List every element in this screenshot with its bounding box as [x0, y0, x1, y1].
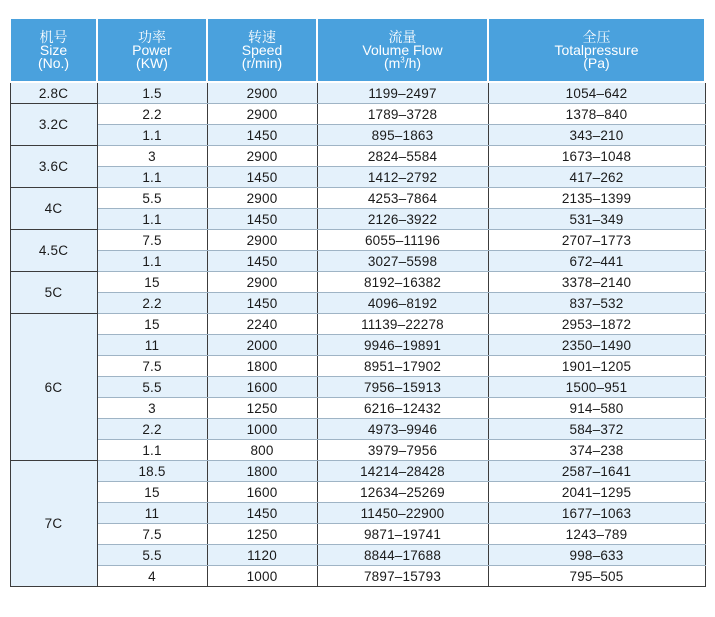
- speed-cell: 2900: [207, 146, 317, 167]
- header-flow-cn: 流量: [388, 28, 417, 45]
- total-pressure-cell: 1500–951: [488, 377, 705, 398]
- header-size-cn: 机号: [39, 28, 68, 45]
- total-pressure-cell: 672–441: [488, 251, 705, 272]
- total-pressure-cell: 417–262: [488, 167, 705, 188]
- total-pressure-cell: 2953–1872: [488, 314, 705, 335]
- total-pressure-cell: 584–372: [488, 419, 705, 440]
- volume-flow-cell: 7897–15793: [317, 566, 488, 587]
- size-cell: 7C: [10, 461, 97, 587]
- table-row: [10, 82, 705, 104]
- header-pressure-unit: (Pa): [583, 54, 610, 71]
- speed-cell: 1450: [207, 251, 317, 272]
- speed-cell: 1800: [207, 461, 317, 482]
- total-pressure-cell: 531–349: [488, 209, 705, 230]
- power-cell: 7.5: [97, 356, 207, 377]
- power-cell: 5.5: [97, 188, 207, 209]
- speed-cell: 1450: [207, 167, 317, 188]
- table-row: [10, 104, 705, 125]
- header-flow-en: Volume Flow: [362, 41, 443, 58]
- table-row: [10, 335, 705, 356]
- speed-cell: 800: [207, 440, 317, 461]
- volume-flow-cell: 4253–7864: [317, 188, 488, 209]
- speed-cell: 2900: [207, 82, 317, 104]
- total-pressure-cell: 2350–1490: [488, 335, 705, 356]
- header-pressure-en: Totalpressure: [554, 41, 639, 58]
- total-pressure-cell: 914–580: [488, 398, 705, 419]
- volume-flow-cell: 11450–22900: [317, 503, 488, 524]
- speed-cell: 2900: [207, 272, 317, 293]
- size-cell: 2.8C: [10, 82, 97, 104]
- speed-cell: 1800: [207, 356, 317, 377]
- table-row: [10, 251, 705, 272]
- speed-cell: 1000: [207, 566, 317, 587]
- table-row: [10, 482, 705, 503]
- total-pressure-cell: 837–532: [488, 293, 705, 314]
- power-cell: 15: [97, 482, 207, 503]
- speed-cell: 2900: [207, 104, 317, 125]
- power-cell: 4: [97, 566, 207, 587]
- power-cell: 5.5: [97, 545, 207, 566]
- volume-flow-cell: 1789–3728: [317, 104, 488, 125]
- table-row: [10, 503, 705, 524]
- volume-flow-cell: 8192–16382: [317, 272, 488, 293]
- table-row: [10, 314, 705, 335]
- power-cell: 11: [97, 503, 207, 524]
- header-speed-en: Speed: [241, 41, 283, 58]
- size-cell: 3.6C: [10, 146, 97, 188]
- power-cell: 18.5: [97, 461, 207, 482]
- volume-flow-cell: 6216–12432: [317, 398, 488, 419]
- table-body: [10, 82, 705, 587]
- header-size-unit: (No.): [37, 54, 70, 71]
- power-cell: 15: [97, 272, 207, 293]
- speed-cell: 1450: [207, 503, 317, 524]
- header-volume-flow: [317, 18, 488, 82]
- volume-flow-cell: 4973–9946: [317, 419, 488, 440]
- power-cell: 3: [97, 146, 207, 167]
- volume-flow-cell: 14214–28428: [317, 461, 488, 482]
- table-row: [10, 398, 705, 419]
- size-cell: 5C: [10, 272, 97, 314]
- speed-cell: 1450: [207, 125, 317, 146]
- table-header-row: [10, 18, 705, 82]
- table-row: [10, 377, 705, 398]
- total-pressure-cell: 2587–1641: [488, 461, 705, 482]
- table-row: [10, 272, 705, 293]
- volume-flow-cell: 2126–3922: [317, 209, 488, 230]
- table-row: [10, 293, 705, 314]
- table-row: [10, 167, 705, 188]
- total-pressure-cell: 1054–642: [488, 82, 705, 104]
- speed-cell: 2900: [207, 188, 317, 209]
- power-cell: 5.5: [97, 377, 207, 398]
- volume-flow-cell: 9946–19891: [317, 335, 488, 356]
- volume-flow-cell: 3979–7956: [317, 440, 488, 461]
- power-cell: 1.1: [97, 167, 207, 188]
- total-pressure-cell: 2135–1399: [488, 188, 705, 209]
- power-cell: 2.2: [97, 104, 207, 125]
- header-speed-unit: (r/min): [241, 54, 283, 71]
- total-pressure-cell: 998–633: [488, 545, 705, 566]
- size-cell: 6C: [10, 314, 97, 461]
- volume-flow-cell: 1199–2497: [317, 82, 488, 104]
- volume-flow-cell: 8844–17688: [317, 545, 488, 566]
- size-cell: 3.2C: [10, 104, 97, 146]
- volume-flow-cell: 1412–2792: [317, 167, 488, 188]
- header-flow-unit: $(m^3/h)$: [383, 54, 422, 71]
- total-pressure-cell: 2707–1773: [488, 230, 705, 251]
- speed-cell: 1450: [207, 293, 317, 314]
- table-row: [10, 545, 705, 566]
- power-cell: 3: [97, 398, 207, 419]
- table-row: [10, 188, 705, 209]
- speed-cell: 1000: [207, 419, 317, 440]
- power-cell: 2.2: [97, 293, 207, 314]
- volume-flow-cell: 8951–17902: [317, 356, 488, 377]
- table-row: [10, 230, 705, 251]
- header-total-pressure: [488, 18, 705, 82]
- power-cell: 7.5: [97, 524, 207, 545]
- total-pressure-cell: 795–505: [488, 566, 705, 587]
- speed-cell: 2240: [207, 314, 317, 335]
- total-pressure-cell: 1677–1063: [488, 503, 705, 524]
- table-row: [10, 461, 705, 482]
- speed-cell: 1250: [207, 524, 317, 545]
- power-cell: 1.1: [97, 440, 207, 461]
- table-row: [10, 419, 705, 440]
- total-pressure-cell: 343–210: [488, 125, 705, 146]
- volume-flow-cell: 6055–11196: [317, 230, 488, 251]
- header-power-cn: 功率: [138, 28, 166, 45]
- volume-flow-cell: 9871–19741: [317, 524, 488, 545]
- power-cell: 1.1: [97, 209, 207, 230]
- total-pressure-cell: 374–238: [488, 440, 705, 461]
- speed-cell: 1600: [207, 377, 317, 398]
- table-row: [10, 524, 705, 545]
- speed-cell: 1450: [207, 209, 317, 230]
- volume-flow-cell: 12634–25269: [317, 482, 488, 503]
- volume-flow-cell: 4096–8192: [317, 293, 488, 314]
- header-power: [97, 18, 207, 82]
- header-speed-cn: 转速: [248, 28, 276, 45]
- table-row: [10, 125, 705, 146]
- power-cell: 1.5: [97, 82, 207, 104]
- total-pressure-cell: 2041–1295: [488, 482, 705, 503]
- total-pressure-cell: 1673–1048: [488, 146, 705, 167]
- power-cell: 1.1: [97, 251, 207, 272]
- table-row: [10, 146, 705, 167]
- power-cell: 2.2: [97, 419, 207, 440]
- total-pressure-cell: 1901–1205: [488, 356, 705, 377]
- table-row: [10, 440, 705, 461]
- table-row: [10, 209, 705, 230]
- header-speed: [207, 18, 317, 82]
- total-pressure-cell: 3378–2140: [488, 272, 705, 293]
- speed-cell: 1120: [207, 545, 317, 566]
- table-row: [10, 566, 705, 587]
- header-size-en: Size: [39, 41, 68, 58]
- header-size: [10, 18, 97, 82]
- speed-cell: 1600: [207, 482, 317, 503]
- volume-flow-cell: 11139–22278: [317, 314, 488, 335]
- power-cell: 11: [97, 335, 207, 356]
- header-pressure-cn: 全压: [582, 28, 611, 45]
- size-cell: 4.5C: [10, 230, 97, 272]
- power-cell: 7.5: [97, 230, 207, 251]
- table-row: [10, 356, 705, 377]
- volume-flow-cell: 895–1863: [317, 125, 488, 146]
- total-pressure-cell: 1378–840: [488, 104, 705, 125]
- fan-performance-table: [9, 17, 706, 587]
- power-cell: 15: [97, 314, 207, 335]
- speed-cell: 1250: [207, 398, 317, 419]
- header-power-unit: (KW): [136, 54, 168, 71]
- total-pressure-cell: 1243–789: [488, 524, 705, 545]
- power-cell: 1.1: [97, 125, 207, 146]
- volume-flow-cell: 7956–15913: [317, 377, 488, 398]
- volume-flow-cell: 2824–5584: [317, 146, 488, 167]
- speed-cell: 2900: [207, 230, 317, 251]
- size-cell: 4C: [10, 188, 97, 230]
- header-power-en: Power: [132, 41, 172, 58]
- volume-flow-cell: 3027–5598: [317, 251, 488, 272]
- speed-cell: 2000: [207, 335, 317, 356]
